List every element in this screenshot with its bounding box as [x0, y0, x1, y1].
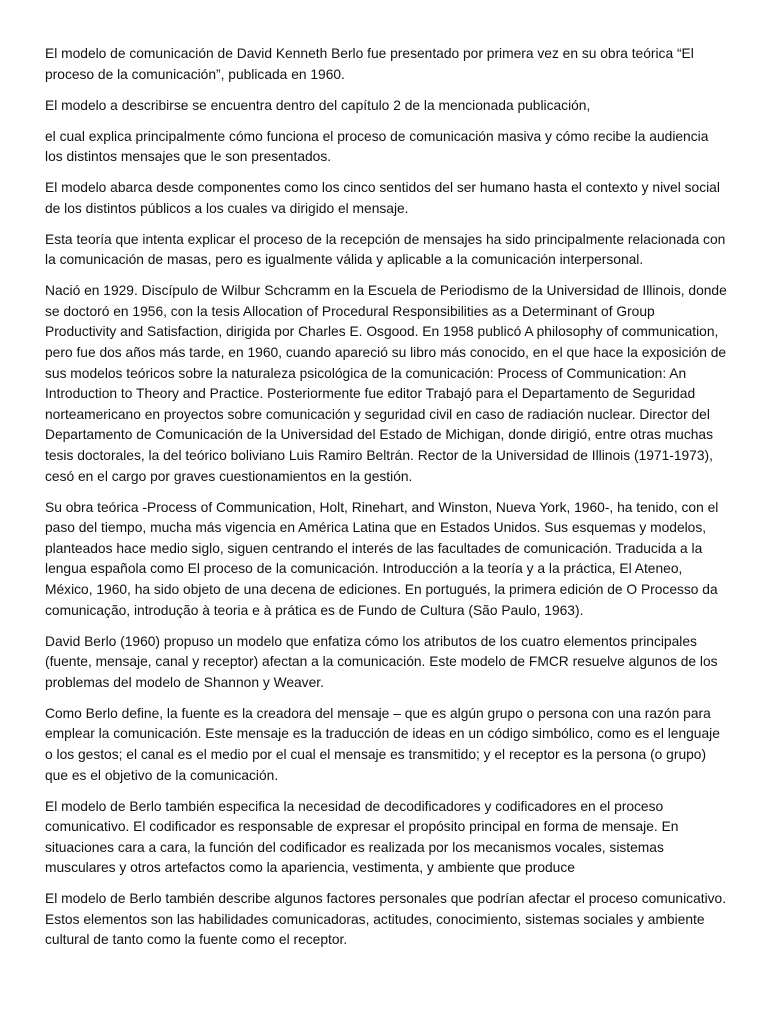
paragraph-intro: El modelo de comunicación de David Kenneth Berlo fue presentado por primera vez en su obra teórica “El proceso de la comunicación”, publicada en 1960. [45, 46, 694, 82]
paragraph-theory: Esta teoría que intenta explicar el proceso de la recepción de mensajes ha sido principalmente relacionada con la comunicación de masas, pero es igualmente válida y aplicable a la comunicación interpersonal. [45, 231, 726, 268]
paragraph-theoretical-work: Su obra teórica -Process of Communication, Holt, Rinehart, and Winston, Nueva York, 1960-, ha tenido, con el paso del tiempo, mucha más vigencia en América Latina que en Estados Unidos. Sus esquemas y modelos, planteados hace medio siglo, siguen centrando el interés de las facultades de comunicación. Traducida a la lengua española como El proceso de la comunicación. Introducción a la teoría y a la práctica, El Ateneo, México, 1960, ha sido objeto de una decena de ediciones. En portugués, la primera edición de O Processo da comunicação, introdução à teoria e à prática es de Fundo de Cultura (São Paulo, 1963). [45, 499, 719, 618]
paragraph-chapter: El modelo a describirse se encuentra dentro del capítulo 2 de la mencionada publicación, [45, 97, 591, 113]
paragraph-components: El modelo abarca desde componentes como los cinco sentidos del ser humano hasta el contexto y nivel social de los distintos públicos a los cuales va dirigido el mensaje. [45, 180, 720, 216]
paragraph-mass-communication: el cual explica principalmente cómo funciona el proceso de comunicación masiva y cómo recibe la audiencia los distintos mensajes que le son presentados. [45, 128, 709, 165]
paragraph-source-definition: Como Berlo define, la fuente es la creadora del mensaje – que es algún grupo o persona con una razón para emplear la comunicación. Este mensaje es la traducción de ideas en un código simbólico, como es el lenguaje o los gestos; el canal es el medio por el cual el mensaje es transmitido; y el receptor es la persona (o grupo) que es el objetivo de la comunicación. [45, 705, 720, 783]
paragraph-personal-factors: El modelo de Berlo también describe algunos factores personales que podrían afectar el proceso comunicativo. Estos elementos son las habilidades comunicadoras, actitudes, conocimiento, sistemas sociales y ambiente cultural de tanto como la fuente como el receptor. [45, 891, 727, 948]
paragraph-encoders: El modelo de Berlo también especifica la necesidad de decodificadores y codificadores en el proceso comunicativo. El codificador es responsable de expresar el propósito principal en forma de mensaje. En situaciones cara a cara, la función del codificador es realizada por los mecanismos vocales, sistemas musculares y otros artefactos como la apariencia, vestimenta, y ambiente que produce [45, 798, 679, 876]
paragraph-biography: Nació en 1929. Discípulo de Wilbur Schcramm en la Escuela de Periodismo de la Universidad de Illinois, donde se doctoró en 1956, con la tesis Allocation of Procedural Responsibilities as a Determinant of Group Productivity and Satisfaction, dirigida por Charles E. Osgood. En 1958 publicó A philosophy of communication, pero fue dos años más tarde, en 1960, cuando apareció su libro más conocido, en el que hace la exposición de sus modelos teóricos sobre la naturaleza psicológica de la comunicación: Process of Communication: An Introduction to Theory and Practice. Posteriormente fue editor Trabajó para el Departamento de Seguridad norteamericano en proyectos sobre comunicación y seguridad civil en caso de radiación nuclear. Director del Departamento de Comunicación de la Universidad del Estado de Michigan, donde dirigió, entre otras muchas tesis doctorales, la del teórico boliviano Luis Ramiro Beltrán. Rector de la Universidad de Illinois (1971-1973), cesó en el cargo por graves cuestionamientos en la gestión. [45, 283, 727, 484]
paragraph-fmcr-model: David Berlo (1960) propuso un modelo que enfatiza cómo los atributos de los cuatro elementos principales (fuente, mensaje, canal y receptor) afectan a la comunicación. Este modelo de FMCR resuelve algunos de los problemas del modelo de Shannon y Weaver. [45, 633, 718, 690]
document-page [45, 44, 729, 961]
